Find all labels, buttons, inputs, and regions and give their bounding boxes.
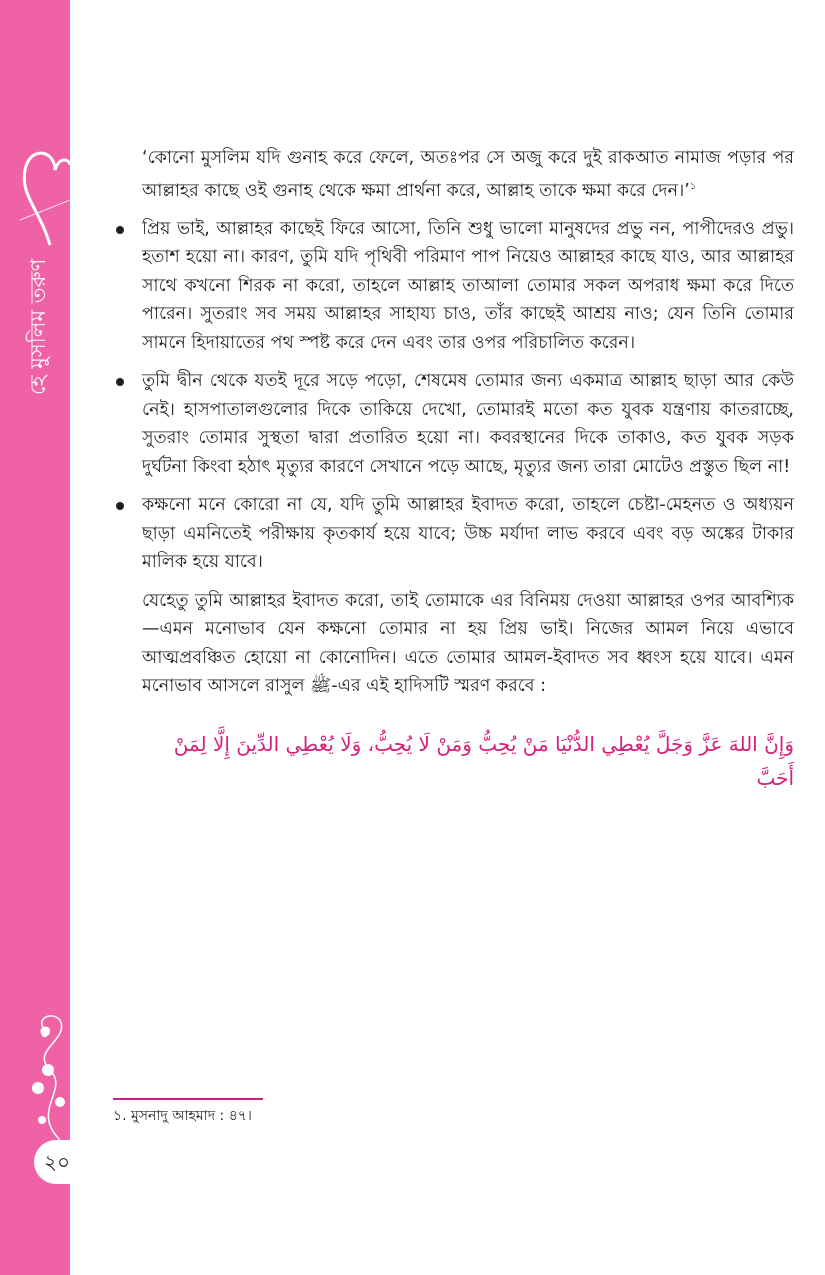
bullet-paragraph: প্রিয় ভাই, আল্লাহর কাছেই ফিরে আসো, তিনি শুধু ভালো মানুষদের প্রভু নন, পাপীদেরও প্রভু। হতাশ হয়ো না। কারণ, তুমি যদি পৃথিবী পরিমাণ পাপ নিয়েও আল্লাহর কাছে যাও, আর আল্লাহর সাথে কখনো শিরক না করো, তাহলে আল্লাহ তাআলা তোমার সকল অপরাধ ক্ষমা করে দিতে পারেন। সুতরাং সব সময় আল্লাহর সাহায্য চাও, তাঁর কাছেই আশ্রয় নাও; যেন তিনি তোমার সামনে হিদায়াতের পথ স্পষ্ট করে দেন এবং তার ওপর পরিচালিত করেন। xyxy=(142,215,794,358)
footnote-divider xyxy=(113,1098,263,1100)
footnote: ১. মুসনাদু আহমাদ : ৪৭। xyxy=(113,1108,252,1124)
hadith-quote: ‘কোনো মুসলিম যদি গুনাহ করে ফেলে, অতঃপর সে অজু করে দুই রাকআত নামাজ পড়ার পর আল্লাহর কাছে ওই গুনাহ থেকে ক্ষমা প্রার্থনা করে, আল্লাহ তাকে ক্ষমা করে দেন।’$^১$ xyxy=(142,148,794,201)
bullet-paragraph: কক্ষনো মনে কোরো না যে, যদি তুমি আল্লাহর ইবাদত করো, তাহলে চেষ্টা-মেহনত ও অধ্যয়ন ছাড়া এমনিতেই পরীক্ষায় কৃতকার্য হয়ে যাবে; উচ্চ মর্যাদা লাভ করবে এবং বড় অঙ্কের টাকার মালিক হয়ে যাবে। xyxy=(142,491,794,577)
heart-ornament-icon xyxy=(10,140,70,250)
sidebar xyxy=(0,0,70,1275)
footnote-ref: ১ xyxy=(689,180,697,192)
floral-ornament-icon xyxy=(20,1010,70,1140)
arabic-hadith: وَإِنَّ اللهَ عَزَّ وَجَلَّ يُعْطِي الدُّنْيَا مَنْ يُحِبُّ وَمَنْ لَا يُحِبُّ، وَلَا يُعْطِي الدِّينَ إِلَّا لِمَنْ أَحَبَّ xyxy=(173,731,794,790)
page-body xyxy=(142,144,794,795)
book-title: হে মুসলিম তরুণ xyxy=(26,258,50,395)
bullet-paragraph: তুমি দ্বীন থেকে যতই দূরে সড়ে পড়ো, শেষমেষ তোমার জন্য একমাত্র আল্লাহ ছাড়া আর কেউ নেই। হাসপাতালগুলোর দিকে তাকিয়ে দেখো, তোমারই মতো কত যুবক যন্ত্রণায় কাতরাচ্ছে, সুতরাং তোমার সুস্থতা দ্বারা প্রতারিত হয়ো না। কবরস্থানের দিকে তাকাও, কত যুবক সড়ক দুর্ঘটনা কিংবা হঠাৎ মৃত্যুর কারণে সেখানে পড়ে আছে, মৃত্যুর জন্য তারা মোটেও প্রস্তুত ছিল না! xyxy=(142,367,794,481)
closing-paragraph: যেহেতু তুমি আল্লাহর ইবাদত করো, তাই তোমাকে এর বিনিময় দেওয়া আল্লাহর ওপর আবশ্যিক—এমন মনোভাব যেন কক্ষনো তোমার না হয় প্রিয় ভাই। নিজের আমল নিয়ে এভাবে আত্মপ্রবঞ্চিত হোয়ো না কোনোদিন। এতে তোমার আমল-ইবাদত সব ধ্বংস হয়ে যাবে। এমন মনোভাব আসলে রাসুল ﷺ-এর এই হাদিসটি স্মরণ করবে : xyxy=(142,590,794,697)
page-number: ২০ xyxy=(34,1140,82,1184)
